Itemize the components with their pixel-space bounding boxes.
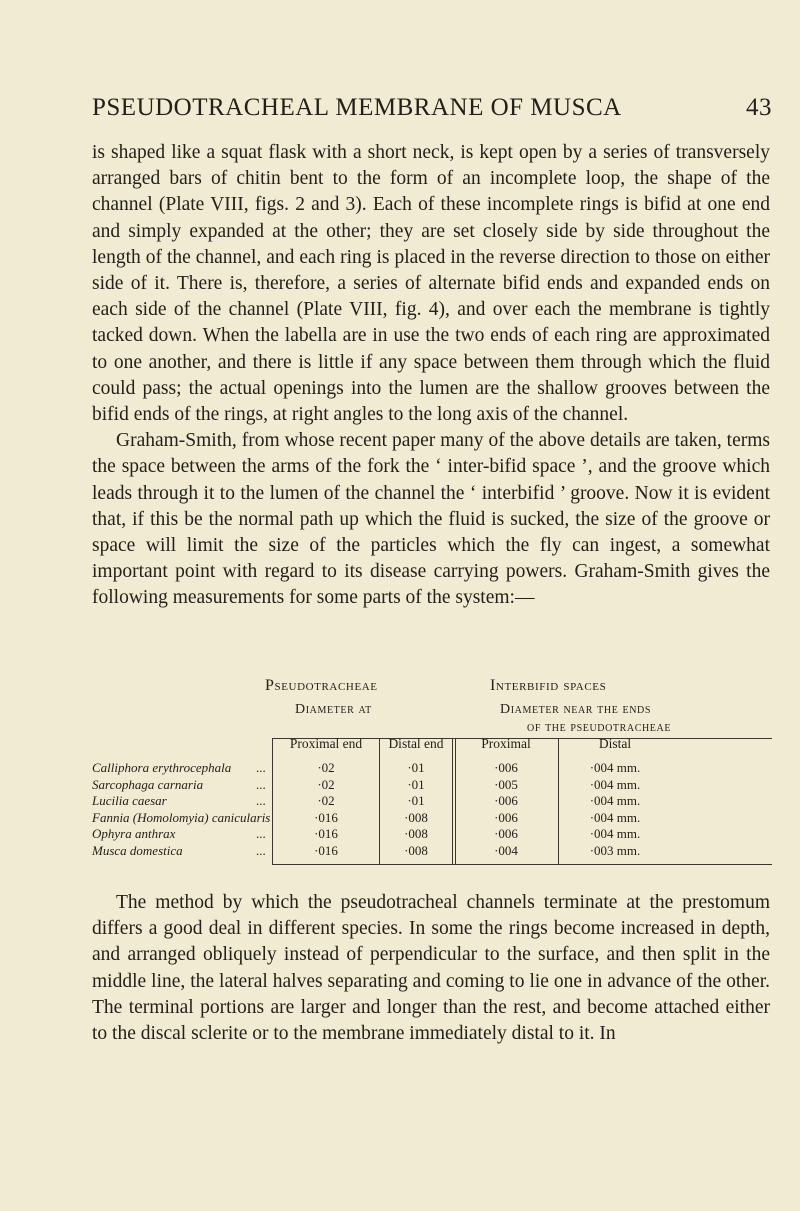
col-label-distal-end: Distal end: [388, 736, 444, 751]
table-cell: ·005: [494, 776, 518, 792]
species-name: Musca domestica: [92, 843, 183, 858]
table-cell: ·016: [314, 843, 338, 858]
table-cell: ·02: [317, 776, 335, 792]
species-name: Calliphora erythrocephala: [92, 760, 232, 775]
heading-of-pseudotracheae: of the pseudotracheae: [527, 720, 672, 735]
table-cell: ·01: [407, 793, 425, 809]
table-cell: ·008: [404, 843, 428, 858]
table-cell: ·006: [494, 793, 518, 809]
table-bottom-rule: [272, 864, 772, 865]
table-row: [0, 760, 800, 777]
table-cell: ·006: [494, 809, 518, 825]
heading-pseudotracheae: Pseudotracheae: [265, 677, 378, 694]
table-cell: ·004 mm.: [589, 809, 641, 825]
table-cell: ·02: [317, 760, 335, 775]
table-cell: ·004 mm.: [589, 793, 641, 809]
table-cell: ·008: [404, 809, 428, 825]
table-cell: ·006: [494, 826, 518, 842]
table-cell: ·004 mm.: [589, 826, 641, 842]
dot-leader: ...: [256, 760, 266, 775]
table-cell: ·004: [494, 843, 518, 858]
table-cell: ·003 mm.: [589, 843, 641, 858]
table-cell: ·016: [314, 826, 338, 842]
col-label-proximal-end: Proximal end: [289, 736, 363, 751]
table-cell: ·006: [494, 760, 518, 775]
dot-leader: ...: [256, 826, 266, 842]
heading-diameter-at: Diameter at: [295, 702, 372, 717]
table-row: [0, 810, 800, 827]
table-cell: ·02: [317, 793, 335, 809]
table-cell: ·008: [404, 826, 428, 842]
table-cell: ·01: [407, 760, 425, 775]
paragraph-prestomum: The method by which the pseudotracheal channels terminate at the prestomum differs a good deal in different species. In some the rings become increased in depth, and arranged obliquely instead of perpendicular to the surface, and then split in the middle line, the lateral halves separating and coming to lie one in advance of the other. The terminal portions are larger and longer than the rest, and become attached either to the discal sclerite or to the membrane immediately distal to it. In: [92, 892, 770, 1045]
species-name: Lucilia caesar: [92, 793, 167, 809]
species-name: Fannia (Homolomyia) canicularis: [92, 809, 271, 825]
species-name: Sarcophaga carnaria: [92, 776, 204, 792]
page-number: 43: [746, 94, 772, 121]
table-cell: ·01: [407, 776, 425, 792]
dot-leader: ...: [256, 793, 266, 809]
table-row: [0, 793, 800, 810]
col-label-proximal: Proximal: [481, 736, 531, 751]
body-paragraphs-top: [92, 140, 770, 612]
col-label-distal: Distal: [598, 736, 632, 751]
paragraph-graham-smith: Graham-Smith, from whose recent paper many of the above details are taken, terms the space between the arms of the fork the ‘ inter-bifid space ’, and the groove which leads through it to the lumen of the channel the ‘ interbifid ’ groove. Now it is evident that, if this be the normal path up which the fluid is sucked, the size of the groove or space will limit the size of the particles which the fly can ingest, a somewhat important point with regard to its disease carrying powers. Graham-Smith gives the following measurements for some parts of the system:—: [92, 430, 770, 609]
table-row: [0, 843, 800, 860]
dot-leader: ...: [256, 843, 266, 858]
heading-diameter-near-ends: Diameter near the ends: [500, 702, 652, 717]
table-cell: ·004 mm.: [589, 776, 641, 792]
table-row: [0, 826, 800, 843]
running-title: PSEUDOTRACHEAL MEMBRANE OF MUSCA: [92, 94, 622, 121]
body-paragraphs-bottom: [92, 890, 770, 1047]
table-cell: ·004 mm.: [589, 760, 641, 775]
dot-leader: ...: [256, 776, 266, 792]
paragraph-continued: is shaped like a squat flask with a short neck, is kept open by a series of transversely arranged bars of chitin bent to the form of an incomplete loop, the shape of the channel (Plate VIII, figs. 2 and 3). Each of these incomplete rings is bifid at one end and simply expanded at the other; they are set closely side by side throughout the length of the channel, and each ring is placed in the reverse direction to those on either side of it. There is, therefore, a series of alternate bifid ends and expanded ends on each side of the channel (Plate VIII, fig. 4), and over each the membrane is tightly tacked down. When the labella are in use the two ends of each ring are approximated to one another, and there is little if any space between them through which the fluid could pass; the actual openings into the lumen are the shallow grooves between the bifid ends of the rings, at right angles to the long axis of the channel.: [92, 142, 770, 426]
table-cell: ·016: [314, 809, 338, 825]
species-name: Ophyra anthrax: [92, 826, 176, 842]
heading-interbifid: Interbifid spaces: [490, 677, 607, 694]
table-row: [0, 777, 800, 794]
